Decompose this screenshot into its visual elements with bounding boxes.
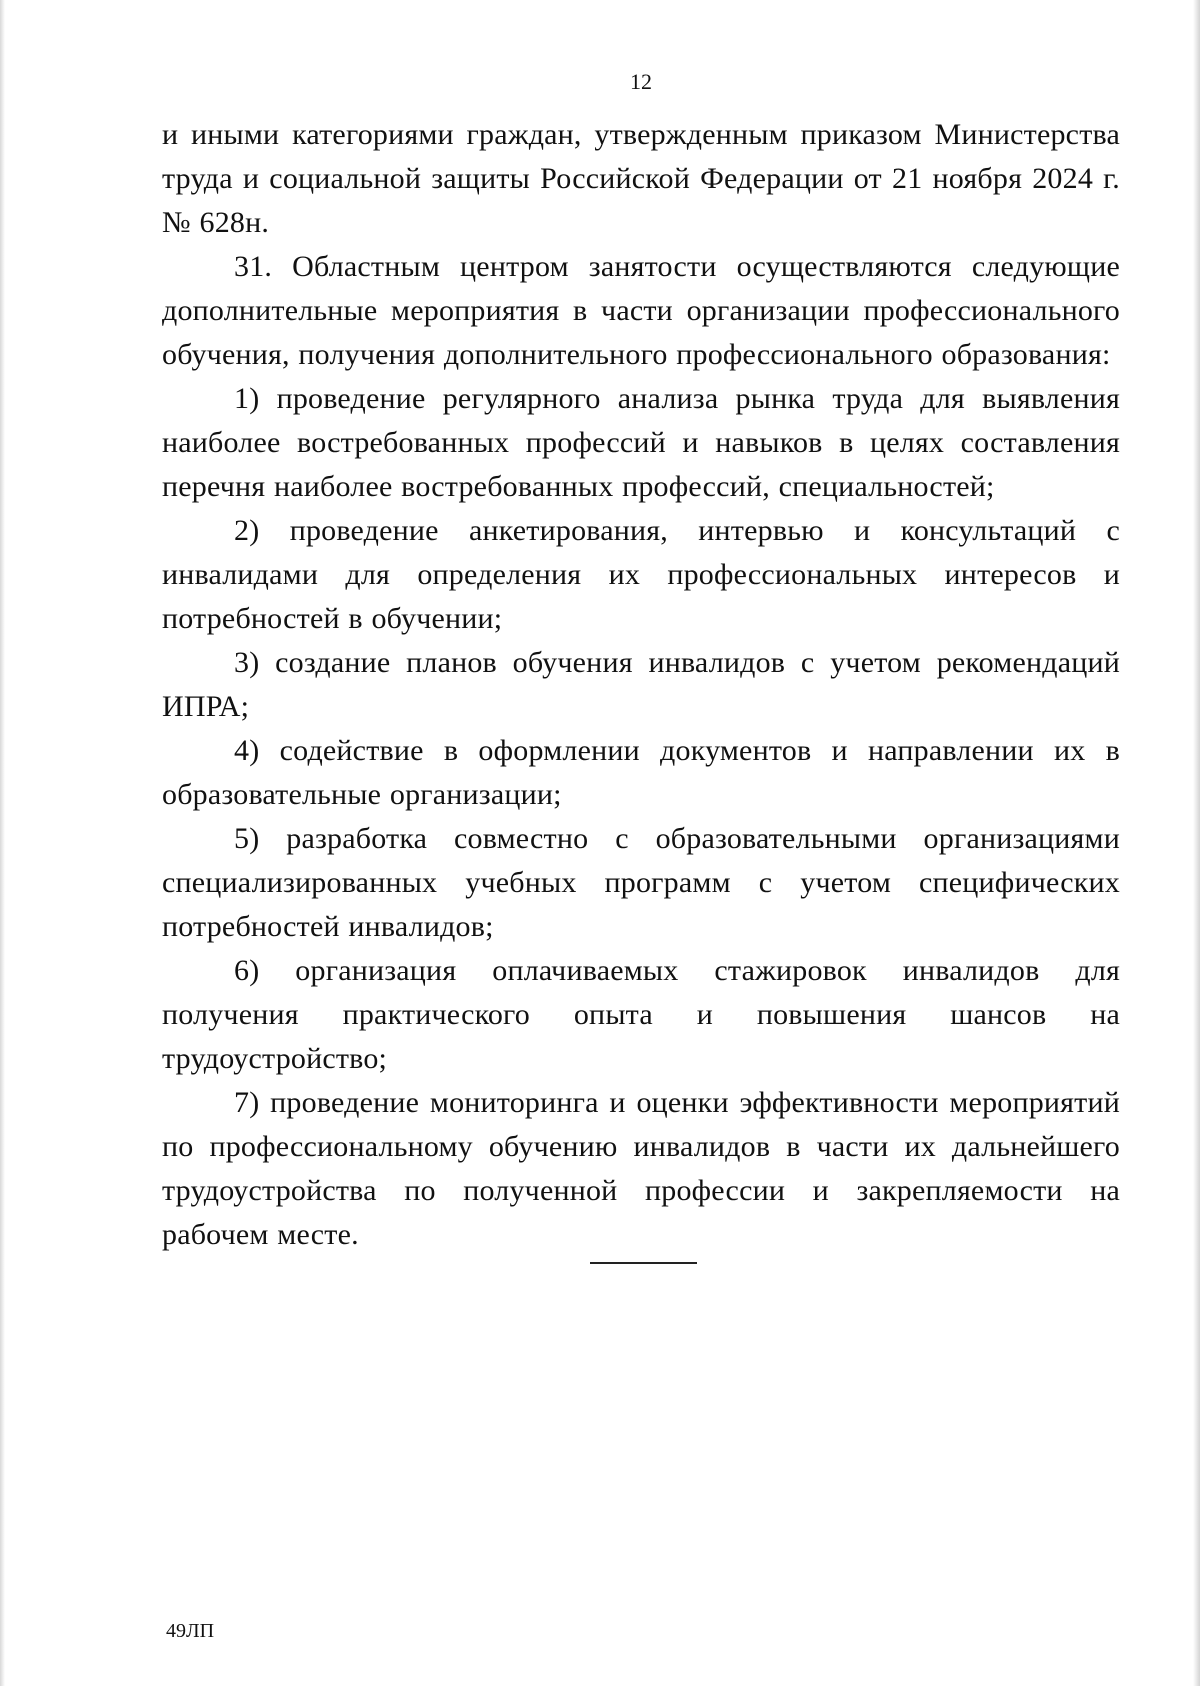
list-item-2: 2) проведение анкетирования, интервью и консультаций с инвалидами для определения их профессиональных интересов и потребностей в обучении;	[162, 514, 1120, 635]
document-body	[162, 113, 1120, 1257]
scan-edge-right	[1193, 0, 1200, 1686]
list-item-4: 4) содействие в оформлении документов и направлении их в образовательные организации;	[162, 734, 1120, 811]
list-item-1: 1) проведение регулярного анализа рынка труда для выявления наиболее востребованных профессий и навыков в целях составления перечня наиболее востребованных профессий, специальностей;	[162, 382, 1120, 503]
paragraph-item-31: 31. Областным центром занятости осуществляются следующие дополнительные мероприятия в части организации профессионального обучения, получения дополнительного профессионального образования:	[162, 250, 1120, 371]
footer-document-code: 49ЛП	[166, 1620, 215, 1642]
page-number: 12	[630, 69, 652, 94]
closing-divider	[590, 1262, 697, 1264]
list-item-3: 3) создание планов обучения инвалидов с учетом рекомендаций ИПРА;	[162, 646, 1120, 723]
list-item-7: 7) проведение мониторинга и оценки эффективности мероприятий по профессиональному обучению инвалидов в части их дальнейшего трудоустройства по полученной профессии и закрепляемости на рабочем месте.	[162, 1086, 1120, 1251]
list-item-6: 6) организация оплачиваемых стажировок инвалидов для получения практического опыта и повышения шансов на трудоустройство;	[162, 954, 1120, 1075]
scan-edge-left	[0, 0, 5, 1686]
list-item-5: 5) разработка совместно с образовательными организациями специализированных учебных программ с учетом специфических потребностей инвалидов;	[162, 822, 1120, 943]
paragraph-continuation: и иными категориями граждан, утвержденным приказом Министерства труда и социальной защиты Российской Федерации от 21 ноября 2024 г. № 628н.	[162, 118, 1120, 239]
